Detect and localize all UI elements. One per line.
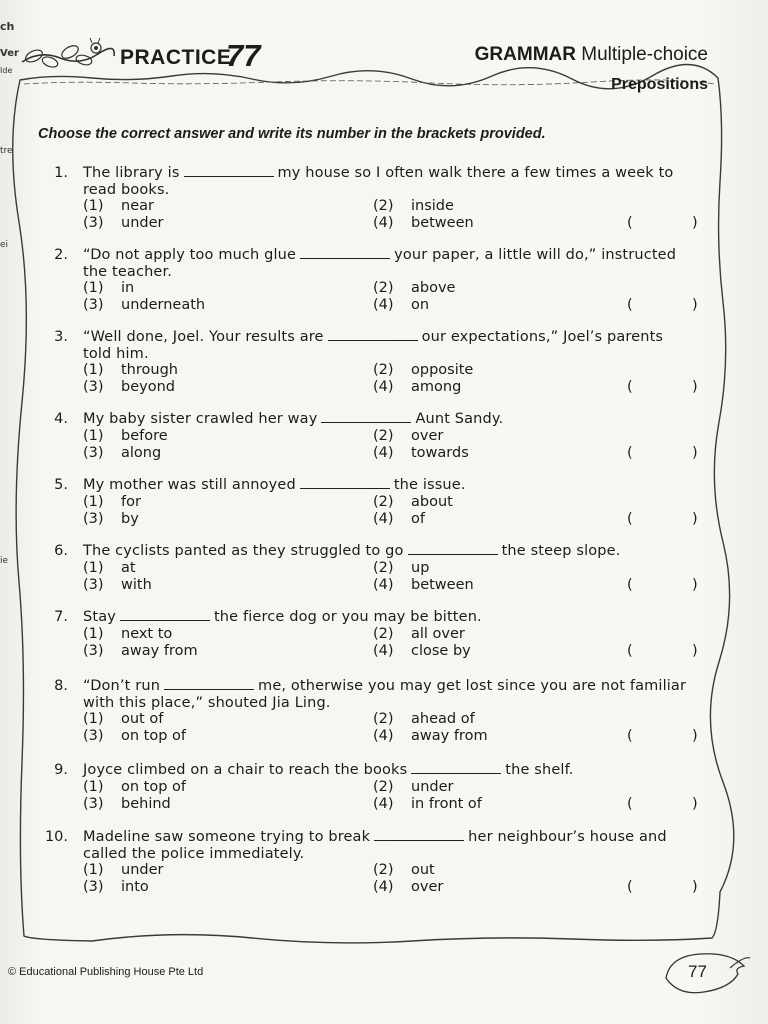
question-text-line2: with this place,” shouted Jia Ling. [83,694,331,711]
option-number: (3) [83,796,104,812]
option-4 [373,796,482,813]
option-number: (4) [373,511,394,527]
question-text-end: the shelf. [505,762,574,778]
question-number: 2. [54,247,68,263]
answer-blank[interactable] [300,478,390,489]
question-text [83,477,703,494]
option-1 [83,711,163,728]
option-number: (1) [83,626,104,642]
answer-bracket-close: ) [692,577,698,593]
question-text-end: our expectations,” Joel’s parents [421,329,664,345]
option-1 [83,362,178,379]
question-number: 5. [54,477,68,493]
option-text: among [411,379,462,395]
option-1 [83,198,154,215]
option-text: under [411,779,454,795]
option-number: (2) [373,494,394,510]
question-text-end: the steep slope. [501,543,621,559]
question-number: 7. [54,609,68,625]
option-2 [373,280,455,297]
option-number: (3) [83,879,104,895]
option-4 [373,879,443,896]
edge-fragment: Ver [0,48,19,59]
answer-bracket-open[interactable]: ( [627,643,633,659]
answer-bracket-open[interactable]: ( [627,511,633,527]
leaf-vine-icon [20,36,116,76]
option-number: (4) [373,577,394,593]
option-4 [373,379,461,396]
option-3 [83,511,139,528]
option-1 [83,862,163,879]
answer-bracket-close: ) [692,297,698,313]
question-number: 1. [54,165,68,181]
option-text: out of [121,711,164,727]
question-text-start: The cyclists panted as they struggled to go [83,543,404,559]
option-text: with [121,577,152,593]
option-3 [83,728,186,745]
option-text: out [411,862,435,878]
option-text: by [121,511,139,527]
question-text-end: the issue. [393,477,466,493]
option-text: towards [411,445,469,461]
answer-blank[interactable] [328,330,418,341]
option-text: next to [121,626,173,642]
option-number: (2) [373,280,394,296]
answer-blank[interactable] [411,763,501,774]
question-text-start: “Do not apply too much glue [83,247,297,263]
question-number: 10. [44,829,68,845]
option-text: along [121,445,162,461]
question-text-line2: told him. [83,345,149,362]
answer-bracket-open[interactable]: ( [627,297,633,313]
answer-blank[interactable] [300,248,390,259]
edge-fragment: ch [0,20,15,33]
option-number: (1) [83,560,104,576]
option-number: (3) [83,511,104,527]
question-text [83,165,703,198]
option-number: (1) [83,280,104,296]
question-text-start: My mother was still annoyed [83,477,296,493]
option-3 [83,643,198,660]
option-1 [83,280,134,297]
option-number: (4) [373,728,394,744]
option-text: on top of [121,779,187,795]
option-number: (1) [83,711,104,727]
question-text-start: Madeline saw someone trying to break [83,829,371,845]
question-text-start: Stay [83,609,116,625]
answer-bracket-open[interactable]: ( [627,379,633,395]
question-text [83,247,703,280]
answer-bracket-close: ) [692,879,698,895]
answer-blank[interactable] [408,544,498,555]
answer-blank[interactable] [374,830,464,841]
option-number: (1) [83,362,104,378]
worksheet-header [20,36,750,76]
option-number: (1) [83,494,104,510]
option-4 [373,215,474,232]
answer-bracket-open[interactable]: ( [627,215,633,231]
option-text: into [121,879,149,895]
option-2 [373,779,453,796]
question-text-end: me, otherwise you may get lost since you are not familiar [258,678,687,694]
option-text: before [121,428,168,444]
option-1 [83,779,186,796]
answer-blank[interactable] [120,610,210,621]
option-4 [373,511,425,528]
option-text: at [121,560,136,576]
question-text [83,762,703,779]
edge-fragment: ei [0,240,9,250]
option-number: (1) [83,198,104,214]
answer-bracket-close: ) [692,511,698,527]
answer-bracket-open[interactable]: ( [627,577,633,593]
answer-bracket-open[interactable]: ( [627,445,633,461]
option-text: opposite [411,362,474,378]
option-text: ahead of [411,711,475,727]
option-3 [83,297,205,314]
option-number: (2) [373,428,394,444]
question-number: 3. [54,329,68,345]
edge-fragment: tre [0,146,13,156]
option-text: of [411,511,425,527]
option-text: over [411,428,444,444]
question-number: 6. [54,543,68,559]
option-4 [373,445,469,462]
question-text [83,609,703,626]
option-1 [83,560,136,577]
option-number: (4) [373,879,394,895]
question-text-end: Aunt Sandy. [415,411,504,427]
option-text: beyond [121,379,175,395]
option-text: inside [411,198,454,214]
option-number: (4) [373,445,394,461]
option-3 [83,445,161,462]
option-number: (2) [373,362,394,378]
option-text: between [411,215,474,231]
option-text: near [121,198,154,214]
page-subtitle: Prepositions [611,76,708,93]
option-number: (1) [83,862,104,878]
option-2 [373,362,473,379]
option-2 [373,862,435,879]
question-text-end: my house so I often walk there a few times a week to [277,165,674,181]
option-text: in front of [411,796,482,812]
option-number: (2) [373,711,394,727]
option-4 [373,728,488,745]
question-text-line2: read books. [83,181,170,198]
answer-bracket-close: ) [692,796,698,812]
question-text [83,543,703,560]
section-title [475,44,708,66]
answer-blank[interactable] [184,166,274,177]
option-text: through [121,362,178,378]
option-text: for [121,494,141,510]
answer-blank[interactable] [321,412,411,423]
question-number: 4. [54,411,68,427]
option-number: (2) [373,560,394,576]
question-text-start: “Well done, Joel. Your results are [83,329,324,345]
question-text-end: your paper, a little will do,” instructed [394,247,677,263]
option-number: (2) [373,626,394,642]
option-text: under [121,862,164,878]
option-4 [373,297,429,314]
option-number: (2) [373,198,394,214]
question-text-line2: the teacher. [83,263,173,280]
option-number: (1) [83,428,104,444]
question-text [83,678,703,711]
option-text: behind [121,796,171,812]
option-1 [83,428,168,445]
option-3 [83,879,149,896]
option-number: (3) [83,728,104,744]
option-1 [83,494,141,511]
answer-bracket-close: ) [692,728,698,744]
option-2 [373,711,475,728]
option-number: (4) [373,379,394,395]
practice-label: PRACTICE [120,46,232,69]
option-text: between [411,577,474,593]
option-text: on top of [121,728,187,744]
option-2 [373,560,429,577]
option-3 [83,577,152,594]
edge-fragment: ie [0,556,9,566]
option-number: (3) [83,643,104,659]
option-number: (4) [373,297,394,313]
answer-bracket-close: ) [692,215,698,231]
answer-bracket-close: ) [692,643,698,659]
answer-bracket-open[interactable]: ( [627,728,633,744]
option-number: (4) [373,643,394,659]
question-text-start: The library is [83,165,180,181]
option-4 [373,643,471,660]
option-number: (2) [373,779,394,795]
option-3 [83,796,171,813]
answer-bracket-close: ) [692,445,698,461]
option-text: above [411,280,456,296]
answer-bracket-open[interactable]: ( [627,879,633,895]
option-1 [83,626,172,643]
option-number: (3) [83,297,104,313]
question-text-line2: called the police immediately. [83,845,305,862]
option-text: underneath [121,297,206,313]
question-text [83,329,703,362]
instruction-text: Choose the correct answer and write its number in the brackets provided. [38,126,546,142]
question-text-start: Joyce climbed on a chair to reach the books [83,762,408,778]
question-text [83,411,703,428]
edge-fragment: Ide [0,66,13,75]
option-4 [373,577,474,594]
option-text: away from [411,728,488,744]
option-2 [373,494,453,511]
option-number: (1) [83,779,104,795]
option-text: in [121,280,135,296]
option-3 [83,215,163,232]
option-number: (3) [83,215,104,231]
answer-bracket-open[interactable]: ( [627,796,633,812]
question-text [83,829,703,862]
section-title-rest: Multiple-choice [581,44,708,65]
section-title-bold: GRAMMAR [474,44,576,65]
copyright-notice: © Educational Publishing House Pte Ltd [8,966,204,978]
option-text: over [411,879,444,895]
option-2 [373,626,465,643]
option-number: (4) [373,796,394,812]
question-text-end: her neighbour’s house and [468,829,667,845]
question-text-end: the fierce dog or you may be bitten. [213,609,482,625]
option-text: about [411,494,453,510]
question-text-start: “Don’t run [83,678,161,694]
option-number: (4) [373,215,394,231]
option-text: all over [411,626,465,642]
practice-number: 77 [226,38,261,73]
answer-blank[interactable] [164,679,254,690]
option-text: close by [411,643,471,659]
option-3 [83,379,175,396]
option-text: away from [121,643,198,659]
question-number: 9. [54,762,68,778]
option-text: on [411,297,430,313]
option-number: (3) [83,445,104,461]
option-text: under [121,215,164,231]
question-text-start: My baby sister crawled her way [83,411,318,427]
option-2 [373,428,443,445]
option-number: (3) [83,577,104,593]
answer-bracket-close: ) [692,379,698,395]
option-2 [373,198,454,215]
page-number: 77 [688,962,707,981]
option-text: up [411,560,430,576]
option-number: (3) [83,379,104,395]
question-number: 8. [54,678,68,694]
option-number: (2) [373,862,394,878]
